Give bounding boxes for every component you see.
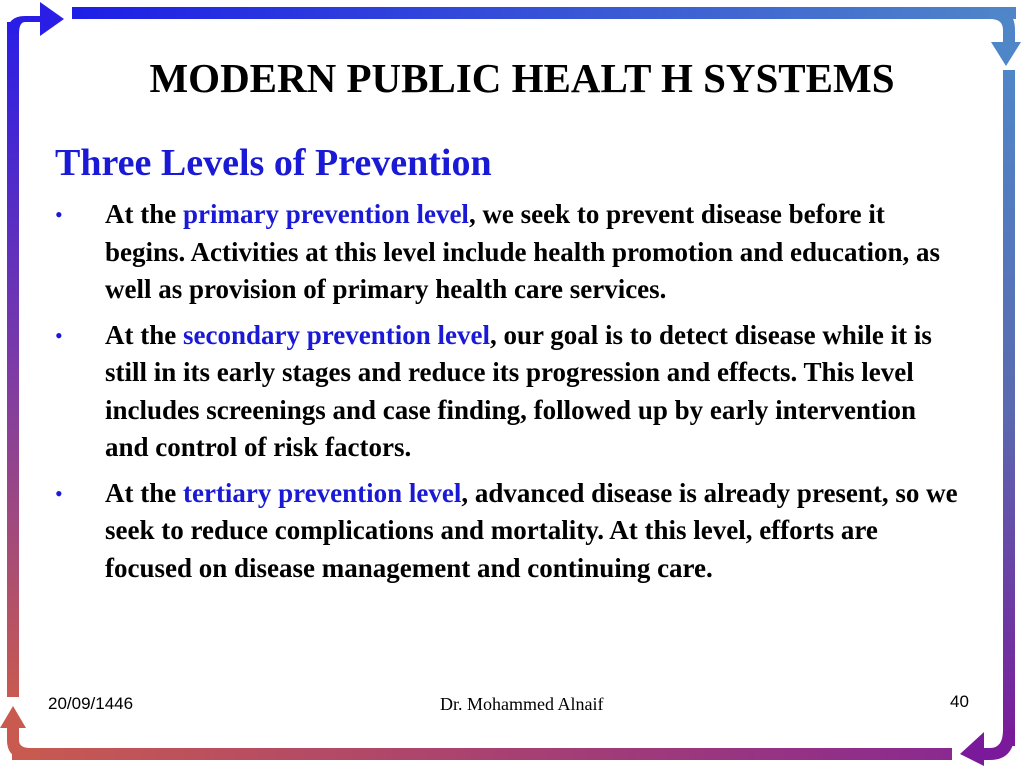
frame-left-bar — [7, 22, 19, 697]
bullet-highlight: tertiary prevention level — [182, 477, 462, 508]
bullet-icon: • — [55, 480, 63, 506]
bullet-icon: • — [55, 202, 63, 227]
bullet-text: , we seek to prevent disease before it begins. Activities at this level include health promotion and education, as well as provision of primary health care services. — [105, 199, 941, 304]
footer-author: Dr. Mohammed Alnaif — [440, 694, 604, 714]
bullet-item-tertiary — [55, 475, 965, 588]
bullet-prefix: At the — [105, 199, 183, 229]
frame-top-bar — [72, 7, 1016, 19]
slide-number: 40 — [950, 692, 969, 711]
bullet-prefix: At the — [105, 319, 183, 350]
slide-subtitle: Three Levels of Prevention — [55, 142, 492, 184]
arrow-left-icon — [960, 730, 1015, 766]
bullet-item-primary — [55, 196, 965, 309]
footer-date: 20/09/1446 — [48, 694, 134, 713]
frame-right-bar — [1003, 70, 1015, 746]
arrow-up-icon — [0, 706, 40, 760]
bullet-highlight: secondary prevention level — [182, 319, 490, 350]
arrow-down-icon — [990, 7, 1021, 66]
arrow-right-icon — [7, 2, 64, 36]
bullet-list — [55, 196, 965, 595]
bullet-prefix: At the — [105, 477, 183, 508]
bullet-icon: • — [55, 322, 63, 348]
bullet-text: , our goal is to detect disease while it is still in its early stages and reduce its progression and effects. This level includes screenings and case finding, followed up by early intervention and control of risk factors. — [105, 319, 932, 462]
frame-bottom-bar — [12, 748, 952, 760]
bullet-item-secondary — [55, 317, 965, 467]
bullet-highlight: primary prevention level — [182, 199, 469, 229]
bullet-text: , advanced disease is already present, so we seek to reduce complications and mortality. At this level, efforts are focused on disease management and continuing care. — [105, 477, 958, 583]
slide-title: MODERN PUBLIC HEALT H SYSTEMS — [149, 55, 895, 101]
